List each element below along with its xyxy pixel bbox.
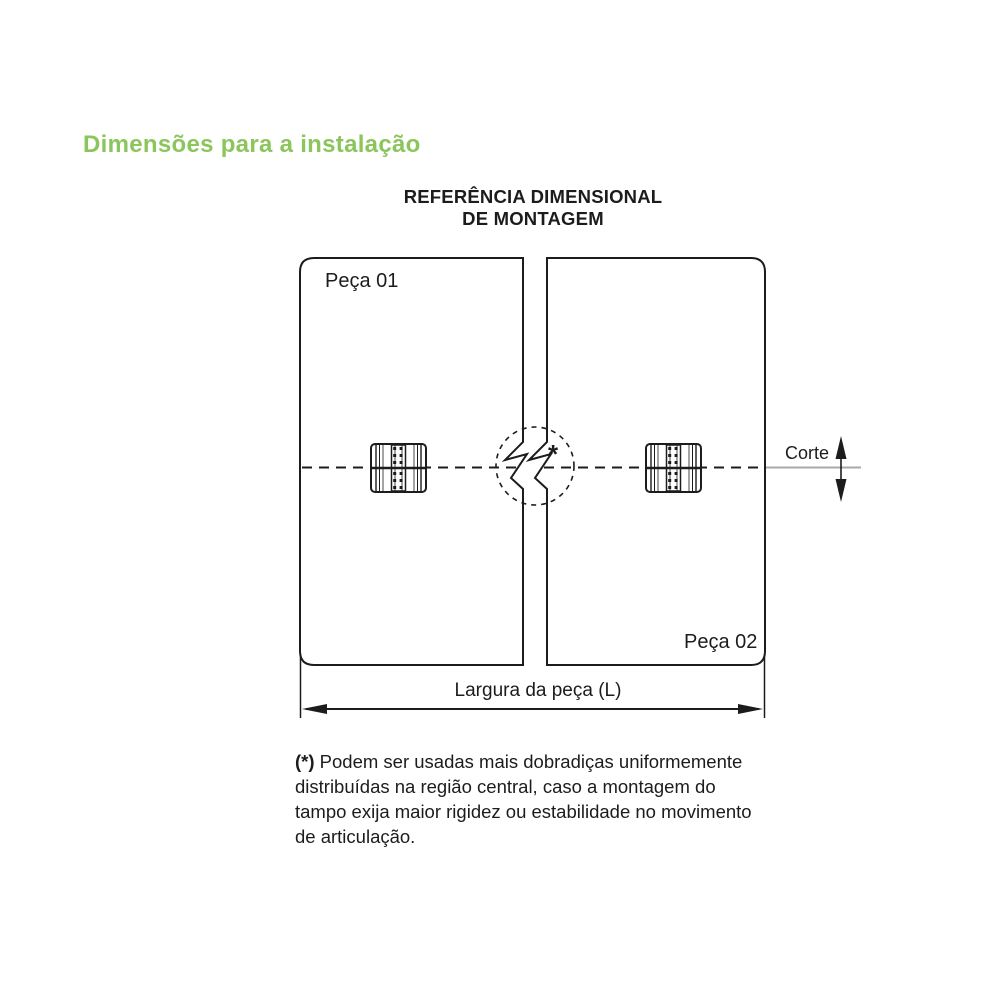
corte-label: Corte: [785, 443, 830, 463]
piece-01-label: Peça 01: [325, 270, 399, 292]
footnote-line-1: [295, 749, 752, 774]
footnote-line-2: distribuídas na região central, caso a montagem do: [295, 776, 716, 797]
break-asterisk-marker: *: [548, 439, 559, 469]
footnote: [295, 749, 752, 849]
width-dimension-label: Largura da peça (L): [454, 680, 622, 701]
footnote-line-1-text: Podem ser usadas mais dobradiças uniformemente: [314, 751, 743, 772]
hinge-icon-left: [370, 444, 427, 492]
diagram-title: [358, 186, 708, 230]
footnote-line-3: tampo exija maior rigidez ou estabilidade no movimento: [295, 801, 752, 822]
footnote-marker: (*): [295, 751, 315, 772]
diagram-title-line2: DE MONTAGEM: [462, 208, 604, 229]
piece-02-label: Peça 02: [684, 631, 758, 653]
footnote-line-4: de articulação.: [295, 826, 416, 847]
page-title: Dimensões para a instalação: [83, 131, 421, 158]
diagram-title-line1: REFERÊNCIA DIMENSIONAL: [403, 186, 663, 207]
hinge-icon-right: [645, 444, 702, 492]
